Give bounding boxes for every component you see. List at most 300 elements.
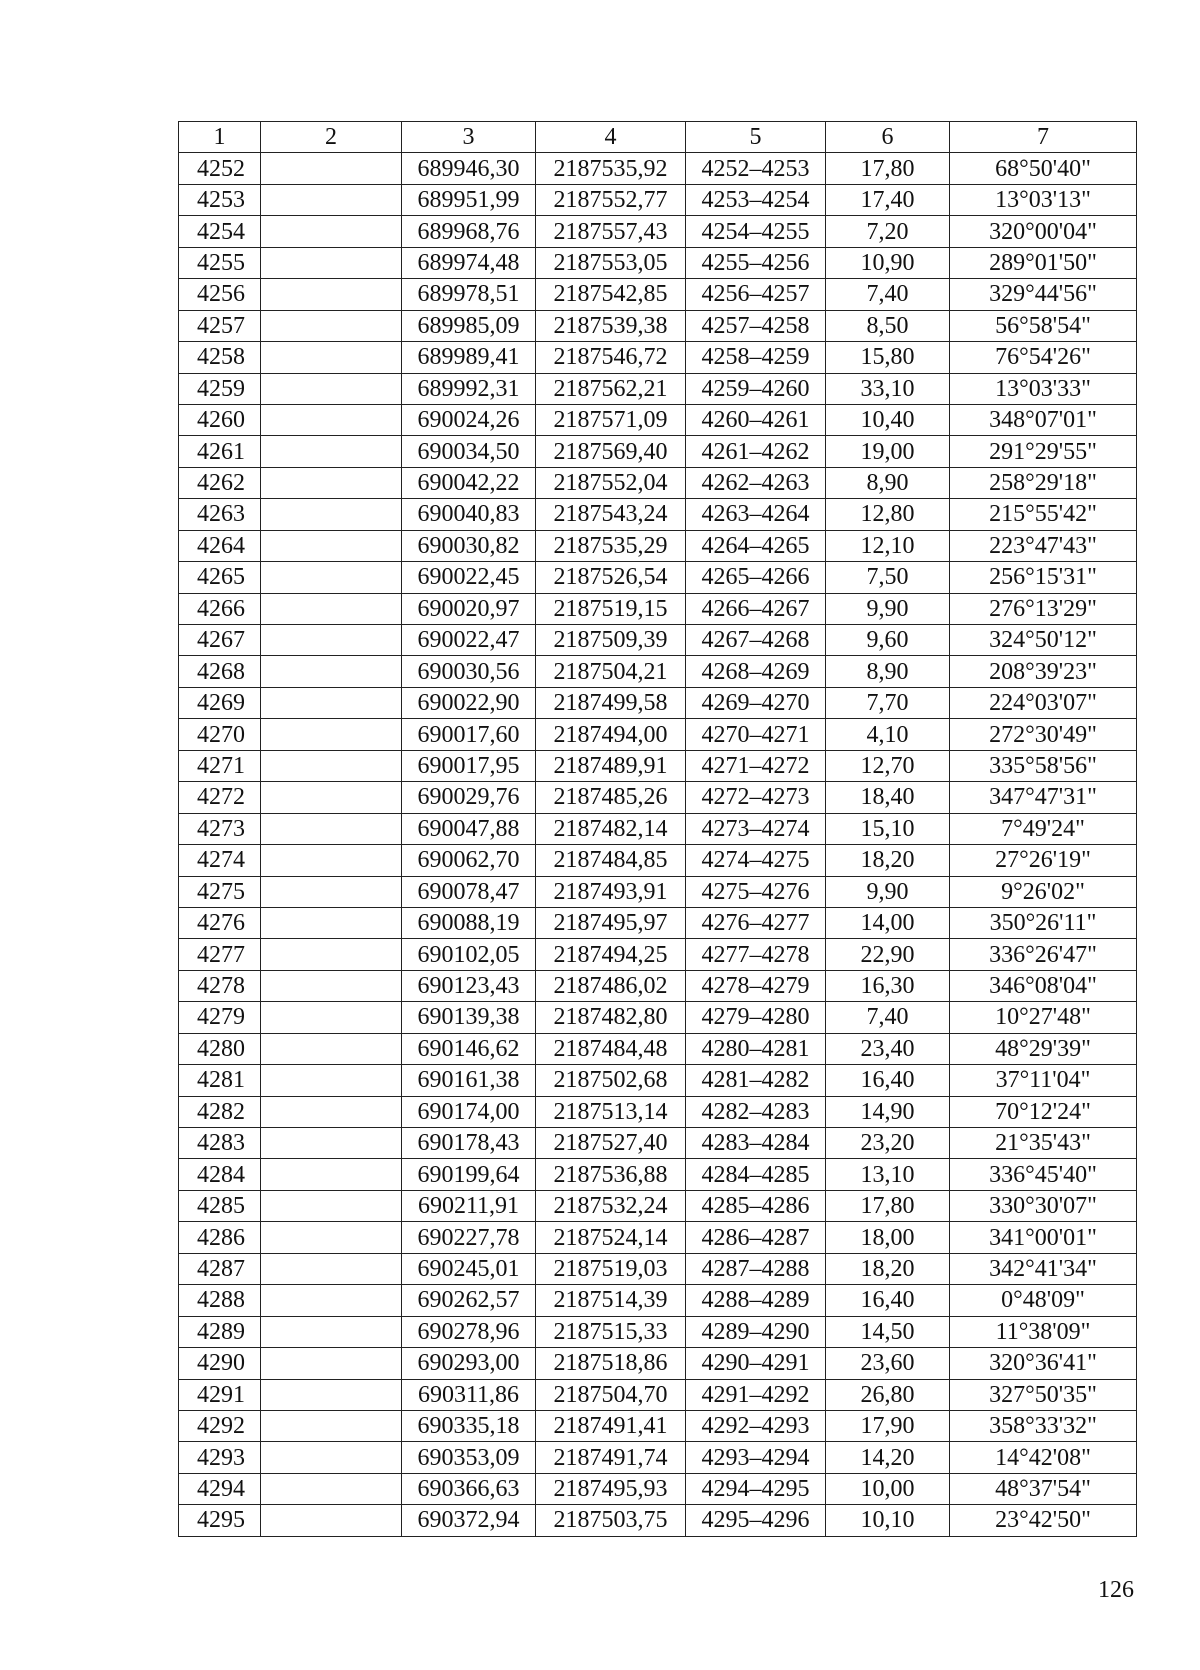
table-cell-col-7: 350°26'11" (950, 907, 1137, 938)
table-cell-col-5: 4261–4262 (686, 436, 826, 467)
table-cell-col-7: 70°12'24" (950, 1096, 1137, 1127)
table-cell-col-4: 2187509,39 (536, 625, 686, 656)
table-cell-col-1: 4272 (179, 782, 261, 813)
table-cell-col-7: 336°26'47" (950, 939, 1137, 970)
table-cell-col-1: 4283 (179, 1128, 261, 1159)
table-cell-col-6: 8,50 (826, 310, 950, 341)
table-cell-col-6: 17,80 (826, 153, 950, 184)
table-cell-col-6: 7,40 (826, 1002, 950, 1033)
table-row (179, 593, 1137, 624)
table-row (179, 656, 1137, 687)
table-cell-col-3: 690047,88 (402, 813, 536, 844)
table-cell-col-1: 4268 (179, 656, 261, 687)
table-cell-col-2 (261, 656, 402, 687)
table-cell-col-2 (261, 342, 402, 373)
table-cell-col-2 (261, 813, 402, 844)
table-cell-col-6: 17,40 (826, 184, 950, 215)
table-cell-col-2 (261, 1348, 402, 1379)
table-cell-col-3: 690211,91 (402, 1190, 536, 1221)
table-row (179, 1442, 1137, 1473)
table-row (179, 562, 1137, 593)
table-cell-col-3: 689992,31 (402, 373, 536, 404)
table-cell-col-6: 33,10 (826, 373, 950, 404)
table-cell-col-2 (261, 279, 402, 310)
table-cell-col-3: 690227,78 (402, 1222, 536, 1253)
table-cell-col-6: 26,80 (826, 1379, 950, 1410)
table-cell-col-5: 4265–4266 (686, 562, 826, 593)
table-row (179, 1285, 1137, 1316)
table-cell-col-7: 0°48'09" (950, 1285, 1137, 1316)
table-cell-col-2 (261, 310, 402, 341)
table-cell-col-4: 2187495,93 (536, 1473, 686, 1504)
table-cell-col-7: 324°50'12" (950, 625, 1137, 656)
table-cell-col-3: 689978,51 (402, 279, 536, 310)
table-cell-col-4: 2187526,54 (536, 562, 686, 593)
table-cell-col-4: 2187499,58 (536, 687, 686, 718)
table-cell-col-2 (261, 1316, 402, 1347)
table-cell-col-6: 13,10 (826, 1159, 950, 1190)
table-cell-col-3: 690293,00 (402, 1348, 536, 1379)
table-cell-col-7: 14°42'08" (950, 1442, 1137, 1473)
table-cell-col-7: 258°29'18" (950, 467, 1137, 498)
table-cell-col-7: 13°03'33" (950, 373, 1137, 404)
table-cell-col-6: 12,70 (826, 750, 950, 781)
table-cell-col-3: 690102,05 (402, 939, 536, 970)
table-cell-col-2 (261, 1065, 402, 1096)
table-cell-col-7: 9°26'02" (950, 876, 1137, 907)
table-cell-col-3: 690022,90 (402, 687, 536, 718)
table-row (179, 184, 1137, 215)
table-cell-col-1: 4266 (179, 593, 261, 624)
table-cell-col-5: 4291–4292 (686, 1379, 826, 1410)
table-cell-col-7: 13°03'13" (950, 184, 1137, 215)
table-cell-col-1: 4284 (179, 1159, 261, 1190)
table-cell-col-6: 15,10 (826, 813, 950, 844)
table-cell-col-3: 689974,48 (402, 247, 536, 278)
table-cell-col-3: 690040,83 (402, 499, 536, 530)
table-cell-col-7: 224°03'07" (950, 687, 1137, 718)
table-cell-col-6: 9,90 (826, 876, 950, 907)
column-header-4: 4 (536, 122, 686, 153)
table-cell-col-6: 18,20 (826, 845, 950, 876)
table-cell-col-6: 10,90 (826, 247, 950, 278)
table-cell-col-3: 690372,94 (402, 1505, 536, 1536)
table-cell-col-4: 2187519,03 (536, 1253, 686, 1284)
table-cell-col-1: 4277 (179, 939, 261, 970)
table-cell-col-2 (261, 625, 402, 656)
table-cell-col-7: 56°58'54" (950, 310, 1137, 341)
table-cell-col-4: 2187535,92 (536, 153, 686, 184)
table-cell-col-4: 2187569,40 (536, 436, 686, 467)
table-body (179, 153, 1137, 1536)
table-row (179, 1128, 1137, 1159)
table-cell-col-6: 9,90 (826, 593, 950, 624)
table-cell-col-6: 8,90 (826, 656, 950, 687)
table-cell-col-2 (261, 1442, 402, 1473)
table-cell-col-2 (261, 907, 402, 938)
table-cell-col-3: 690278,96 (402, 1316, 536, 1347)
table-cell-col-7: 48°37'54" (950, 1473, 1137, 1504)
table-cell-col-1: 4273 (179, 813, 261, 844)
table-cell-col-1: 4270 (179, 719, 261, 750)
table-cell-col-2 (261, 970, 402, 1001)
table-cell-col-4: 2187494,25 (536, 939, 686, 970)
table-row (179, 1316, 1137, 1347)
table-cell-col-6: 17,80 (826, 1190, 950, 1221)
table-cell-col-1: 4280 (179, 1033, 261, 1064)
table-cell-col-1: 4276 (179, 907, 261, 938)
table-cell-col-1: 4287 (179, 1253, 261, 1284)
table-cell-col-4: 2187494,00 (536, 719, 686, 750)
table-cell-col-6: 23,40 (826, 1033, 950, 1064)
table-cell-col-1: 4256 (179, 279, 261, 310)
table-cell-col-5: 4270–4271 (686, 719, 826, 750)
table-cell-col-1: 4285 (179, 1190, 261, 1221)
table-row (179, 1096, 1137, 1127)
table-row (179, 1473, 1137, 1504)
table-cell-col-4: 2187514,39 (536, 1285, 686, 1316)
table-cell-col-1: 4292 (179, 1410, 261, 1441)
table-cell-col-5: 4278–4279 (686, 970, 826, 1001)
table-cell-col-7: 342°41'34" (950, 1253, 1137, 1284)
table-cell-col-5: 4266–4267 (686, 593, 826, 624)
table-cell-col-3: 690078,47 (402, 876, 536, 907)
table-row (179, 1033, 1137, 1064)
table-cell-col-3: 689989,41 (402, 342, 536, 373)
table-cell-col-7: 341°00'01" (950, 1222, 1137, 1253)
table-cell-col-5: 4271–4272 (686, 750, 826, 781)
table-cell-col-5: 4252–4253 (686, 153, 826, 184)
table-cell-col-5: 4276–4277 (686, 907, 826, 938)
table-cell-col-7: 329°44'56" (950, 279, 1137, 310)
table-cell-col-2 (261, 719, 402, 750)
table-cell-col-3: 690245,01 (402, 1253, 536, 1284)
table-cell-col-6: 12,80 (826, 499, 950, 530)
table-cell-col-3: 689951,99 (402, 184, 536, 215)
table-cell-col-6: 16,40 (826, 1065, 950, 1096)
table-cell-col-7: 27°26'19" (950, 845, 1137, 876)
table-cell-col-4: 2187489,91 (536, 750, 686, 781)
table-cell-col-2 (261, 593, 402, 624)
table-cell-col-4: 2187553,05 (536, 247, 686, 278)
table-cell-col-2 (261, 1285, 402, 1316)
table-cell-col-2 (261, 750, 402, 781)
table-cell-col-6: 15,80 (826, 342, 950, 373)
table-cell-col-1: 4288 (179, 1285, 261, 1316)
table-cell-col-6: 14,90 (826, 1096, 950, 1127)
table-row (179, 970, 1137, 1001)
table-cell-col-6: 17,90 (826, 1410, 950, 1441)
table-cell-col-7: 208°39'23" (950, 656, 1137, 687)
table-row (179, 279, 1137, 310)
table-cell-col-5: 4254–4255 (686, 216, 826, 247)
table-cell-col-4: 2187493,91 (536, 876, 686, 907)
table-cell-col-6: 9,60 (826, 625, 950, 656)
table-cell-col-4: 2187484,48 (536, 1033, 686, 1064)
table-cell-col-5: 4286–4287 (686, 1222, 826, 1253)
table-cell-col-6: 7,40 (826, 279, 950, 310)
table-cell-col-6: 10,40 (826, 404, 950, 435)
table-cell-col-3: 690029,76 (402, 782, 536, 813)
table-cell-col-3: 689985,09 (402, 310, 536, 341)
table-row (179, 467, 1137, 498)
table-row (179, 216, 1137, 247)
table-cell-col-4: 2187542,85 (536, 279, 686, 310)
table-cell-col-2 (261, 1002, 402, 1033)
table-cell-col-2 (261, 1096, 402, 1127)
table-cell-col-1: 4254 (179, 216, 261, 247)
table-cell-col-5: 4260–4261 (686, 404, 826, 435)
table-cell-col-5: 4293–4294 (686, 1442, 826, 1473)
table-row (179, 1348, 1137, 1379)
table-cell-col-7: 68°50'40" (950, 153, 1137, 184)
table-cell-col-1: 4271 (179, 750, 261, 781)
table-cell-col-6: 16,30 (826, 970, 950, 1001)
table-cell-col-7: 336°45'40" (950, 1159, 1137, 1190)
table-cell-col-3: 690366,63 (402, 1473, 536, 1504)
table-cell-col-7: 256°15'31" (950, 562, 1137, 593)
table-cell-col-4: 2187562,21 (536, 373, 686, 404)
table-cell-col-2 (261, 1033, 402, 1064)
table-cell-col-5: 4294–4295 (686, 1473, 826, 1504)
table-cell-col-1: 4290 (179, 1348, 261, 1379)
table-cell-col-5: 4259–4260 (686, 373, 826, 404)
table-cell-col-5: 4289–4290 (686, 1316, 826, 1347)
table-cell-col-4: 2187486,02 (536, 970, 686, 1001)
table-cell-col-4: 2187519,15 (536, 593, 686, 624)
table-cell-col-3: 690030,82 (402, 530, 536, 561)
column-header-1: 1 (179, 122, 261, 153)
table-cell-col-4: 2187513,14 (536, 1096, 686, 1127)
table-cell-col-1: 4295 (179, 1505, 261, 1536)
table-cell-col-3: 690199,64 (402, 1159, 536, 1190)
table-cell-col-4: 2187546,72 (536, 342, 686, 373)
table-cell-col-3: 690161,38 (402, 1065, 536, 1096)
table-row (179, 1410, 1137, 1441)
table-cell-col-6: 14,50 (826, 1316, 950, 1347)
table-cell-col-6: 22,90 (826, 939, 950, 970)
table-cell-col-1: 4257 (179, 310, 261, 341)
table-cell-col-5: 4284–4285 (686, 1159, 826, 1190)
table-cell-col-4: 2187503,75 (536, 1505, 686, 1536)
table-cell-col-2 (261, 782, 402, 813)
table-cell-col-4: 2187491,41 (536, 1410, 686, 1441)
table-cell-col-6: 12,10 (826, 530, 950, 561)
table-cell-col-4: 2187502,68 (536, 1065, 686, 1096)
table-cell-col-1: 4269 (179, 687, 261, 718)
table-cell-col-5: 4272–4273 (686, 782, 826, 813)
coordinates-table-container (178, 121, 1136, 1537)
table-cell-col-5: 4279–4280 (686, 1002, 826, 1033)
table-cell-col-2 (261, 1222, 402, 1253)
table-cell-col-5: 4275–4276 (686, 876, 826, 907)
table-row (179, 153, 1137, 184)
table-cell-col-5: 4283–4284 (686, 1128, 826, 1159)
table-cell-col-5: 4285–4286 (686, 1190, 826, 1221)
table-row (179, 782, 1137, 813)
table-row (179, 530, 1137, 561)
table-cell-col-4: 2187518,86 (536, 1348, 686, 1379)
table-cell-col-2 (261, 1128, 402, 1159)
table-row (179, 876, 1137, 907)
table-cell-col-3: 690034,50 (402, 436, 536, 467)
table-cell-col-1: 4252 (179, 153, 261, 184)
table-cell-col-5: 4257–4258 (686, 310, 826, 341)
table-row (179, 625, 1137, 656)
table-cell-col-2 (261, 153, 402, 184)
table-cell-col-2 (261, 216, 402, 247)
table-cell-col-1: 4278 (179, 970, 261, 1001)
table-cell-col-7: 48°29'39" (950, 1033, 1137, 1064)
table-cell-col-3: 690020,97 (402, 593, 536, 624)
table-cell-col-2 (261, 436, 402, 467)
table-cell-col-6: 7,50 (826, 562, 950, 593)
table-cell-col-3: 690353,09 (402, 1442, 536, 1473)
table-cell-col-5: 4287–4288 (686, 1253, 826, 1284)
table-cell-col-3: 690174,00 (402, 1096, 536, 1127)
table-cell-col-1: 4264 (179, 530, 261, 561)
table-row (179, 310, 1137, 341)
table-row (179, 342, 1137, 373)
table-cell-col-4: 2187504,70 (536, 1379, 686, 1410)
table-cell-col-1: 4261 (179, 436, 261, 467)
column-header-3: 3 (402, 122, 536, 153)
table-cell-col-2 (261, 247, 402, 278)
table-cell-col-3: 690335,18 (402, 1410, 536, 1441)
table-cell-col-5: 4256–4257 (686, 279, 826, 310)
table-cell-col-2 (261, 562, 402, 593)
table-cell-col-2 (261, 1190, 402, 1221)
table-cell-col-3: 690062,70 (402, 845, 536, 876)
table-cell-col-7: 21°35'43" (950, 1128, 1137, 1159)
table-cell-col-1: 4294 (179, 1473, 261, 1504)
table-cell-col-4: 2187557,43 (536, 216, 686, 247)
table-cell-col-6: 4,10 (826, 719, 950, 750)
table-cell-col-3: 689946,30 (402, 153, 536, 184)
table-cell-col-5: 4269–4270 (686, 687, 826, 718)
table-row (179, 1253, 1137, 1284)
table-cell-col-3: 690262,57 (402, 1285, 536, 1316)
table-cell-col-2 (261, 499, 402, 530)
table-row (179, 1159, 1137, 1190)
table-cell-col-7: 289°01'50" (950, 247, 1137, 278)
table-row (179, 1379, 1137, 1410)
table-cell-col-1: 4267 (179, 625, 261, 656)
table-cell-col-2 (261, 1159, 402, 1190)
table-cell-col-1: 4275 (179, 876, 261, 907)
table-row (179, 1222, 1137, 1253)
table-cell-col-1: 4263 (179, 499, 261, 530)
table-cell-col-6: 8,90 (826, 467, 950, 498)
table-cell-col-5: 4273–4274 (686, 813, 826, 844)
table-cell-col-4: 2187552,77 (536, 184, 686, 215)
table-row (179, 1065, 1137, 1096)
table-cell-col-6: 7,20 (826, 216, 950, 247)
table-cell-col-6: 10,10 (826, 1505, 950, 1536)
table-cell-col-6: 10,00 (826, 1473, 950, 1504)
table-cell-col-6: 19,00 (826, 436, 950, 467)
table-cell-col-3: 690123,43 (402, 970, 536, 1001)
column-header-7: 7 (950, 122, 1137, 153)
table-cell-col-5: 4282–4283 (686, 1096, 826, 1127)
table-cell-col-4: 2187495,97 (536, 907, 686, 938)
column-header-6: 6 (826, 122, 950, 153)
page-number: 126 (1098, 1577, 1134, 1603)
table-cell-col-2 (261, 404, 402, 435)
table-cell-col-4: 2187504,21 (536, 656, 686, 687)
table-cell-col-1: 4289 (179, 1316, 261, 1347)
table-cell-col-4: 2187524,14 (536, 1222, 686, 1253)
table-cell-col-1: 4282 (179, 1096, 261, 1127)
table-cell-col-5: 4262–4263 (686, 467, 826, 498)
table-cell-col-7: 335°58'56" (950, 750, 1137, 781)
table-cell-col-5: 4274–4275 (686, 845, 826, 876)
table-cell-col-7: 327°50'35" (950, 1379, 1137, 1410)
table-cell-col-1: 4281 (179, 1065, 261, 1096)
table-cell-col-3: 690030,56 (402, 656, 536, 687)
table-row (179, 907, 1137, 938)
table-cell-col-7: 348°07'01" (950, 404, 1137, 435)
table-cell-col-3: 689968,76 (402, 216, 536, 247)
table-cell-col-2 (261, 530, 402, 561)
table-cell-col-7: 346°08'04" (950, 970, 1137, 1001)
table-cell-col-7: 11°38'09" (950, 1316, 1137, 1347)
table-cell-col-2 (261, 184, 402, 215)
table-row (179, 247, 1137, 278)
table-cell-col-7: 10°27'48" (950, 1002, 1137, 1033)
table-cell-col-5: 4281–4282 (686, 1065, 826, 1096)
table-cell-col-7: 291°29'55" (950, 436, 1137, 467)
table-cell-col-4: 2187515,33 (536, 1316, 686, 1347)
table-cell-col-7: 347°47'31" (950, 782, 1137, 813)
table-cell-col-6: 7,70 (826, 687, 950, 718)
table-cell-col-5: 4292–4293 (686, 1410, 826, 1441)
table-cell-col-4: 2187482,80 (536, 1002, 686, 1033)
table-cell-col-6: 18,20 (826, 1253, 950, 1284)
table-row (179, 939, 1137, 970)
table-cell-col-5: 4253–4254 (686, 184, 826, 215)
table-row (179, 719, 1137, 750)
table-cell-col-2 (261, 876, 402, 907)
table-cell-col-6: 18,00 (826, 1222, 950, 1253)
table-cell-col-4: 2187491,74 (536, 1442, 686, 1473)
table-cell-col-2 (261, 939, 402, 970)
table-cell-col-2 (261, 1410, 402, 1441)
table-cell-col-7: 330°30'07" (950, 1190, 1137, 1221)
table-cell-col-2 (261, 845, 402, 876)
table-cell-col-4: 2187552,04 (536, 467, 686, 498)
table-cell-col-5: 4288–4289 (686, 1285, 826, 1316)
table-row (179, 1505, 1137, 1536)
table-cell-col-4: 2187543,24 (536, 499, 686, 530)
table-cell-col-2 (261, 687, 402, 718)
table-cell-col-6: 16,40 (826, 1285, 950, 1316)
table-row (179, 750, 1137, 781)
table-cell-col-7: 76°54'26" (950, 342, 1137, 373)
table-cell-col-7: 215°55'42" (950, 499, 1137, 530)
table-header-row (179, 122, 1137, 153)
table-cell-col-7: 223°47'43" (950, 530, 1137, 561)
table-cell-col-4: 2187536,88 (536, 1159, 686, 1190)
table-cell-col-6: 18,40 (826, 782, 950, 813)
table-cell-col-3: 690022,47 (402, 625, 536, 656)
table-cell-col-3: 690022,45 (402, 562, 536, 593)
table-cell-col-2 (261, 1379, 402, 1410)
table-cell-col-1: 4293 (179, 1442, 261, 1473)
table-cell-col-2 (261, 1253, 402, 1284)
table-cell-col-5: 4295–4296 (686, 1505, 826, 1536)
table-cell-col-1: 4291 (179, 1379, 261, 1410)
